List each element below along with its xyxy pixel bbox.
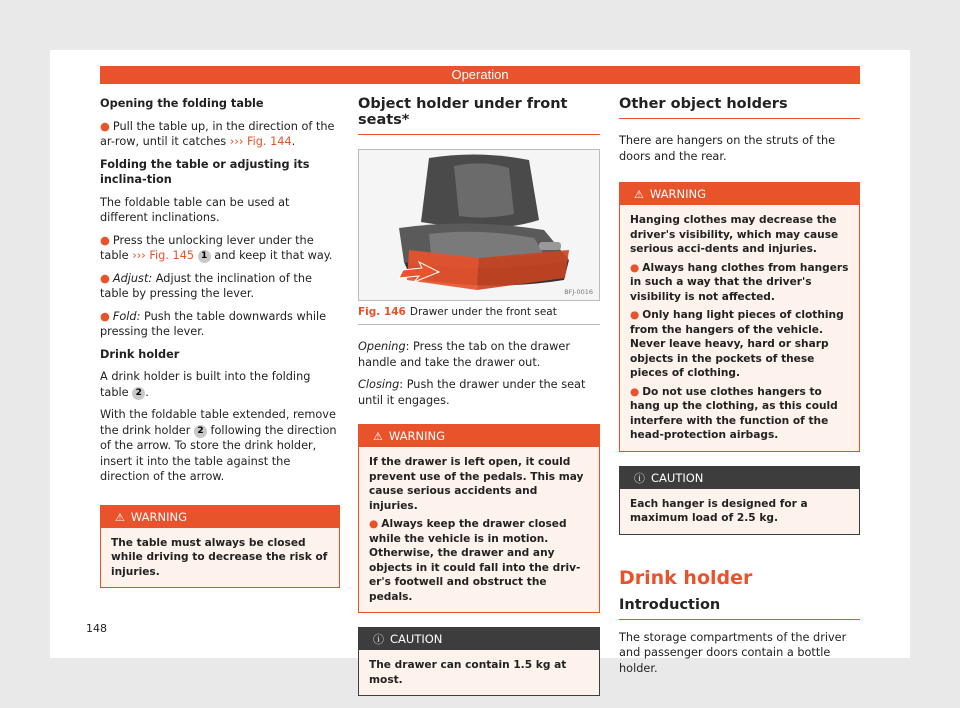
warning-body [359,447,599,612]
figure-code: BFJ-0016 [564,288,593,296]
warning-text: The table must always be closed while driving to decrease the risk of injuries. [111,536,328,578]
warning-header: ⚠ WARNING [620,183,859,205]
caution-header: ⓘ CAUTION [620,467,859,489]
bullet-icon: ● [630,385,640,398]
bullet-unlock-lever: ● Press the unlocking lever under the table ››› Fig. 145 1 and keep it that way. [100,233,333,262]
bullet-icon: ● [100,271,110,285]
caution-text: Each hanger is designed for a maximum load of 2.5 kg. [630,497,808,524]
seat-illustration [359,150,599,300]
column-1 [100,96,340,588]
para-drink-holder-built-in: A drink holder is built into the folding table 2 . [100,370,311,399]
callout-2: 2 [132,387,145,400]
bullet-icon: ● [100,233,110,247]
column-2 [358,96,600,696]
warning-triangle-icon: ⚠ [115,510,125,524]
warning-bullet: ● Always keep the drawer closed while the vehicle is in motion. Otherwise, the drawer and any objects in it could fall into the driv-er's footwell and obstruct the pedals. [369,518,581,603]
heading-folding-table: Folding the table or adjusting its inclina-tion [100,157,310,186]
bullet-pull-table: ● Pull the table up, in the direction of the ar-row, until it catches ››› Fig. 144. [100,119,335,148]
caution-box-drawer [358,627,600,696]
warning-header: ⚠ WARNING [359,425,599,447]
section-title-other-holders: Other object holders [619,96,860,119]
callout-2: 2 [194,425,207,438]
warning-header: ⚠ WARNING [101,506,339,528]
page-number: 148 [86,622,107,635]
bullet-icon: ● [100,119,110,133]
para-remove-drink-holder: With the foldable table extended, remove the drink holder 2 following the direction of the arrow. To store the drink holder, insert it into the table against the direction of the arrow. [100,408,337,483]
caution-circle-icon: ⓘ [634,471,645,485]
warning-para: Hanging clothes may decrease the driver's visibility, which may cause serious acci-dents and injuries. [630,214,839,255]
bullet-icon: ● [630,309,640,321]
warning-triangle-icon: ⚠ [373,430,383,443]
para-opening: Opening: Press the tab on the drawer handle and take the drawer out. [358,340,570,369]
page-header [100,66,860,84]
fig-ref-145[interactable]: ››› Fig. 145 [132,249,195,262]
warning-box-drawer [358,424,600,613]
bullet-fold: ● Fold: Push the table downwards while pressing the lever. [100,309,327,338]
bullet-icon: ● [630,261,640,274]
figure-drawer-seat [358,149,600,301]
column-3 [619,96,860,676]
warning-para: If the drawer is left open, it could prevent use of the pedals. This may cause serious accidents and injuries. [369,456,584,512]
warning-triangle-icon: ⚠ [634,188,644,201]
fig-ref-144[interactable]: ››› Fig. 144 [229,135,292,148]
figure-caption: Fig. 146 Drawer under the front seat [358,306,600,325]
manual-page [50,50,910,686]
bullet-adjust: ● Adjust: Adjust the inclination of the table by pressing the lever. [100,271,312,300]
para-hangers: There are hangers on the struts of the doors and the rear. [619,134,836,163]
heading-drink-holder: Drink holder [100,347,180,361]
warning-bullet-3: ● Do not use clothes hangers to hang up the clothing, as this could interfere with the function of the head-protection airbags. [630,385,838,441]
caution-box-hangers [619,466,860,535]
section-title-introduction: Introduction [619,597,860,620]
section-title-object-holder: Object holder under front seats* [358,96,600,135]
heading-opening-table: Opening the folding table [100,97,264,110]
para-closing: Closing: Push the drawer under the seat until it engages. [358,378,586,407]
callout-1: 1 [198,250,211,263]
caution-circle-icon: ⓘ [373,633,384,646]
header-title: Operation [451,67,509,82]
warning-box-table [100,505,340,589]
bullet-icon: ● [369,518,379,530]
warning-bullet-1: ● Always hang clothes from hangers in such a way that the driver's visibility is not affected. [630,261,849,303]
chapter-title-drink-holder: Drink holder [619,566,753,589]
para-inclinations: The foldable table can be used at different inclinations. [100,195,290,224]
para-bottle-holder: The storage compartments of the driver and passenger doors contain a bottle holder. [619,630,847,675]
caution-text: The drawer can contain 1.5 kg at most. [369,659,567,686]
warning-bullet-2: ● Only hang light pieces of clothing from the hangers of the vehicle. Never leave heavy, hard or sharp objects in the pockets of these pieces of clothing. [630,309,844,379]
warning-body [620,205,859,451]
bullet-icon: ● [100,309,110,323]
caution-header: ⓘ CAUTION [359,628,599,650]
warning-box-hangers [619,182,860,452]
